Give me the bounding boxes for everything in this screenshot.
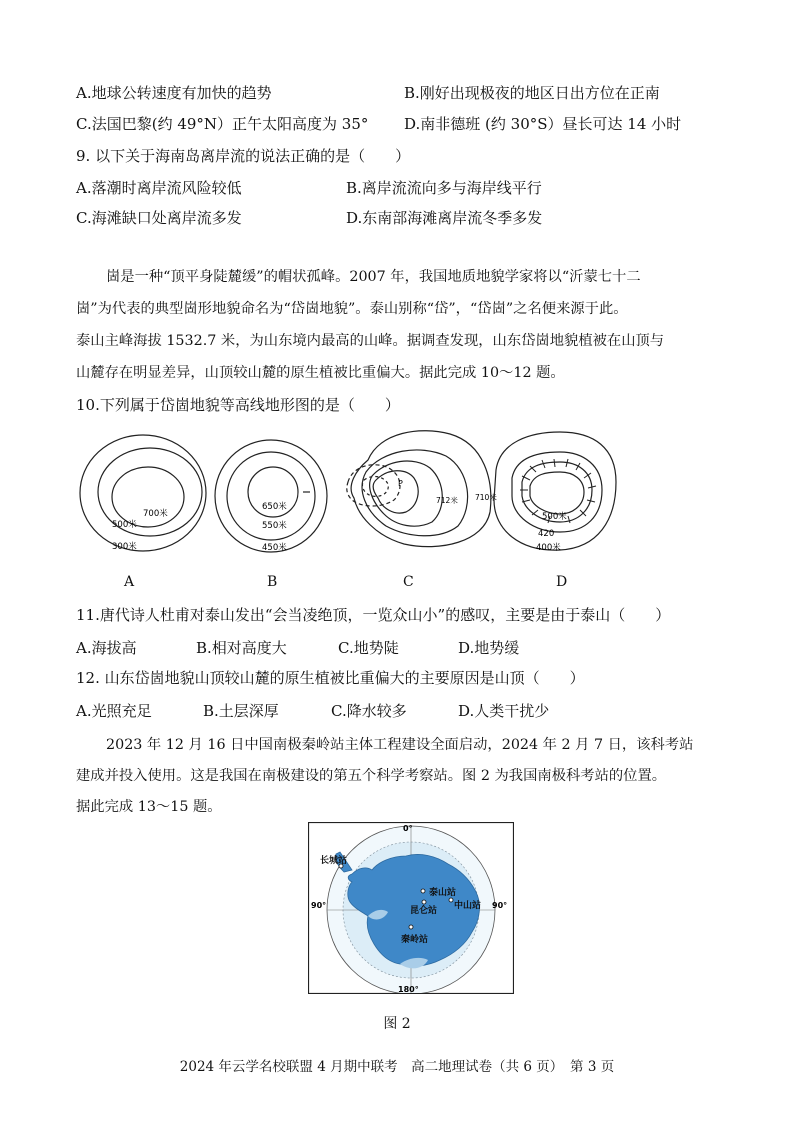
q10-stem: 10.下列属于岱崮地貌等高线地形图的是（ ） [76,396,400,414]
q12-option-c: C.降水较多 [331,702,407,720]
lon-label-180: 180° [398,985,419,994]
q12-option-b: B.土层深厚 [203,702,279,720]
station-label-qinling: 秦岭站 [401,935,429,945]
station-label-kunlun: 昆仑站 [410,906,438,916]
q11-option-d: D.地势缓 [458,639,520,657]
contour-d-core [530,472,584,514]
contour-b-label-450: 450米 [262,543,287,553]
q12-option-d: D.人类干扰少 [458,702,550,720]
lon-label-90-left: 90° [311,901,327,910]
q9-option-d: D.东南部海滩离岸流冬季多发 [346,209,543,227]
q9-option-a: A.落潮时离岸流风险较低 [76,179,242,197]
contour-map-c [347,431,491,547]
q9-option-c: C.海滩缺口处离岸流多发 [76,209,242,227]
figure-2-antarctica-map [308,822,514,994]
q9-option-b: B.离岸流流向多与海岸线平行 [346,179,542,197]
station-marker-kunlun [422,900,426,904]
q9-options-row-1 [76,177,726,201]
q12-option-a: A.光照充足 [76,702,152,720]
contour-map-b [215,440,327,552]
q8-option-a: A.地球公转速度有加快的趋势 [76,84,272,102]
contour-c-label-710: 710米 [475,493,497,502]
q8-option-d: D.南非德班 (约 30°S）昼长可达 14 小时 [404,115,682,133]
passage1-line-1: 崮是一种“顶平身陡麓缓”的帽状孤峰。2007 年，我国地质地貌学家将以“沂蒙七十二 [106,269,641,285]
passage2-line-1: 2023 年 12 月 16 日中国南极秦岭站主体工程建设全面启动，2024 年 2 月 7 日，该科考站 [106,737,694,753]
contour-c-ring-2 [362,450,468,536]
contour-a-label-300: 300米 [112,542,137,552]
q11-stem: 11.唐代诗人杜甫对泰山发出“会当凌绝顶，一览众山小”的感叹，主要是由于泰山（ ） [76,606,671,624]
contour-b-outer [215,440,327,552]
contour-c-outer [351,431,491,547]
contour-b-label-650: 650米 [262,502,287,512]
station-marker-qinling [409,925,413,929]
station-label-zhongshan: 中山站 [454,901,482,911]
contour-d-label-500: 500米 [542,512,567,522]
passage2-line-3: 据此完成 13～15 题。 [76,799,222,815]
contour-b-label-550: 550米 [262,521,287,531]
contour-d-label-400: 400米 [536,543,561,553]
contour-a-label-700: 700米 [143,509,168,519]
station-label-taishan: 泰山站 [429,888,457,898]
contour-map-a [80,435,206,551]
passage1-line-3: 泰山主峰海拔 1532.7 米，为山东境内最高的山峰。据调查发现，山东岱崮地貌植被在山顶与 [76,333,665,349]
q11-option-c: C.地势陡 [338,639,399,657]
lon-label-0: 0° [403,824,413,833]
contour-c-label-712: 712米 [436,496,458,505]
contour-c-ring-3 [370,461,443,526]
figure-label-a: A [124,574,135,590]
contour-a-outer [80,435,206,551]
passage1-line-2: 崮”为代表的典型崮形地貌命名为“岱崮地貌”。泰山别称“岱”，“岱崮”之名便来源于此。 [76,301,628,317]
passage1-line-4: 山麓存在明显差异，山顶较山麓的原生植被比重偏大。据此完成 10～12 题。 [76,365,565,381]
figure-label-d: D [556,574,568,590]
q12-stem: 12. 山东岱崮地貌山顶较山麓的原生植被比重偏大的主要原因是山顶（ ） [76,669,585,687]
q11-option-a: A.海拔高 [76,639,137,657]
station-marker-taishan [421,889,425,893]
passage2-line-2: 建成并投入使用。这是我国在南极建设的第五个科学考察站。图 2 为我国南极科考站的位置。 [76,768,667,784]
contour-c-ring-4 [373,471,418,513]
contour-c-label-p: P [398,479,403,488]
q8-options-row-2 [76,113,726,137]
figure-2-caption: 图 2 [383,1016,411,1032]
contour-d-label-420: 420 [538,529,555,539]
q11-options-row [76,637,726,661]
q9-options-row-2 [76,207,726,231]
figure-label-c: C [403,574,414,590]
q8-options-row-1 [76,82,726,106]
station-label-changcheng: 长城站 [320,856,348,866]
q8-option-c: C.法国巴黎(约 49°N）正午太阳高度为 35° [76,115,369,133]
q10-contour-maps [0,420,794,570]
q11-option-b: B.相对高度大 [196,639,287,657]
q8-option-b: B.刚好出现极夜的地区日出方位在正南 [404,84,660,102]
q12-options-row [76,700,726,724]
q9-stem: 9. 以下关于海南岛离岸流的说法正确的是（ ） [76,147,411,165]
lon-label-90-right: 90° [492,901,508,910]
figure-label-b: B [267,574,278,590]
page-footer: 2024 年云学名校联盟 4 月期中联考 高二地理试卷（共 6 页） 第 3 页 [179,1059,615,1075]
station-marker-zhongshan [449,898,453,902]
contour-a-label-500: 500米 [112,520,137,530]
contour-map-d [494,432,616,550]
